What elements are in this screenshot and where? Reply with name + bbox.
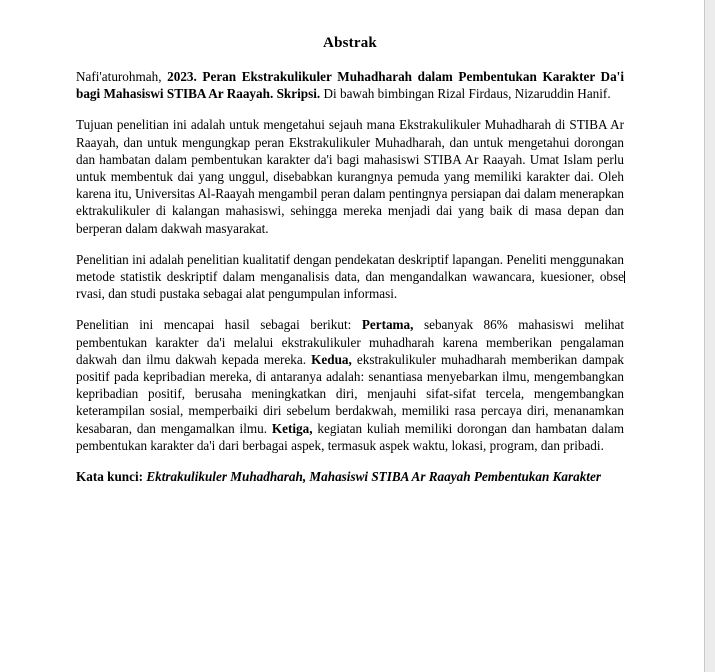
keywords-line xyxy=(76,468,624,485)
finding-first-label: Pertama, xyxy=(361,317,414,333)
finding-second-text: ekstrakulikuler muhadharah memberikan dampak positif pada kepribadian mereka, di antaranya adalah: senantiasa menyebarkan ilmu, mengembangkan kepribadian positif, berusaha meningkatkan diri, menjauhi sifat-sifat tercela, mengembangkan keterampilan sosial, memperbaiki diri sebelum berdakwah, memiliki rasa percaya diri, menanamkan kesabaran, dan mengamalkan ilmu. xyxy=(76,351,625,436)
finding-third-label: Ketiga, xyxy=(271,420,313,436)
paragraph-method-text-before-caret: Penelitian ini adalah penelitian kualitatif dengan pendekatan deskriptif lapangan. Peneliti menggunakan metode statistik deskriptif dalam menganalisis data, dan mengandalkan wawancara, kuesioner, obse xyxy=(76,251,624,285)
thesis-title: Peran Ekstrakulikuler Muhadharah dalam Pembentukan Karakter Da'i bagi Mahasiswi STIBA Ar Raayah. xyxy=(76,69,625,102)
paragraph-purpose-text: Tujuan penelitian ini adalah untuk mengetahui sejauh mana Ekstrakulikuler Muhadharah di STIBA Ar Raayah, dan untuk mengungkap peran Ekstrakulikuler Muhadharah, dan untuk mengetahui dorongan dan hambatan dalam pembentukan karakter da'i bagi mahasiswi STIBA Ar Raayah. Umat Islam perlu untuk membentuk dai yang unggul, disebabkan kurangnya pemuda yang memiliki karakter dai. Oleh karena itu, Universitas Al-Raayah mengambil peran dalam pentingnya persiapan dai dalam menerapkan ektrakulikuler di kalangan mahasiswi, sehingga mereka menjadi dai yang baik di masa depan dan berperan dalam dakwah masyarakat. xyxy=(76,117,624,236)
text-cursor xyxy=(624,271,625,283)
page-title: Abstrak xyxy=(323,35,377,51)
advisor-names: Di bawah bimbingan Rizal Firdaus, Nizaruddin Hanif. xyxy=(323,86,611,102)
bibliographic-entry xyxy=(76,68,624,102)
page-gutter-background xyxy=(705,0,715,672)
finding-first-text: sebanyak 86% mahasiswi melihat pembentukan karakter da'i melalui ekstrakulikuler muhadharah karena memberikan pengalaman dakwah dan ilmu dakwah kepada mereka. xyxy=(76,317,625,367)
paragraph-method-text-after-caret: rvasi, dan studi pustaka sebagai alat pengumpulan informasi. xyxy=(76,286,398,302)
author-name: Nafi'aturohmah, xyxy=(76,69,162,84)
paragraph-method xyxy=(76,251,624,303)
finding-second-label: Kedua, xyxy=(311,351,352,367)
document-body xyxy=(76,34,624,485)
keywords-label: Kata kunci: xyxy=(76,469,144,485)
publication-year: 2023. xyxy=(167,69,197,84)
document-type: Skripsi. xyxy=(276,86,321,102)
paragraph-findings xyxy=(76,316,624,454)
keywords-terms: Ektrakulikuler Muhadharah, Mahasiswi STIBA Ar Raayah Pembentukan Karakter xyxy=(146,469,601,485)
findings-lead-in: Penelitian ini mencapai hasil sebagai berikut: xyxy=(76,317,352,333)
finding-third-text: kegiatan kuliah memiliki dorongan dan hambatan dalam pembentukan karakter da'i dari berbagai aspek, termasuk aspek waktu, lokasi, program, dan pribadi. xyxy=(76,420,625,453)
paragraph-purpose xyxy=(76,116,624,236)
